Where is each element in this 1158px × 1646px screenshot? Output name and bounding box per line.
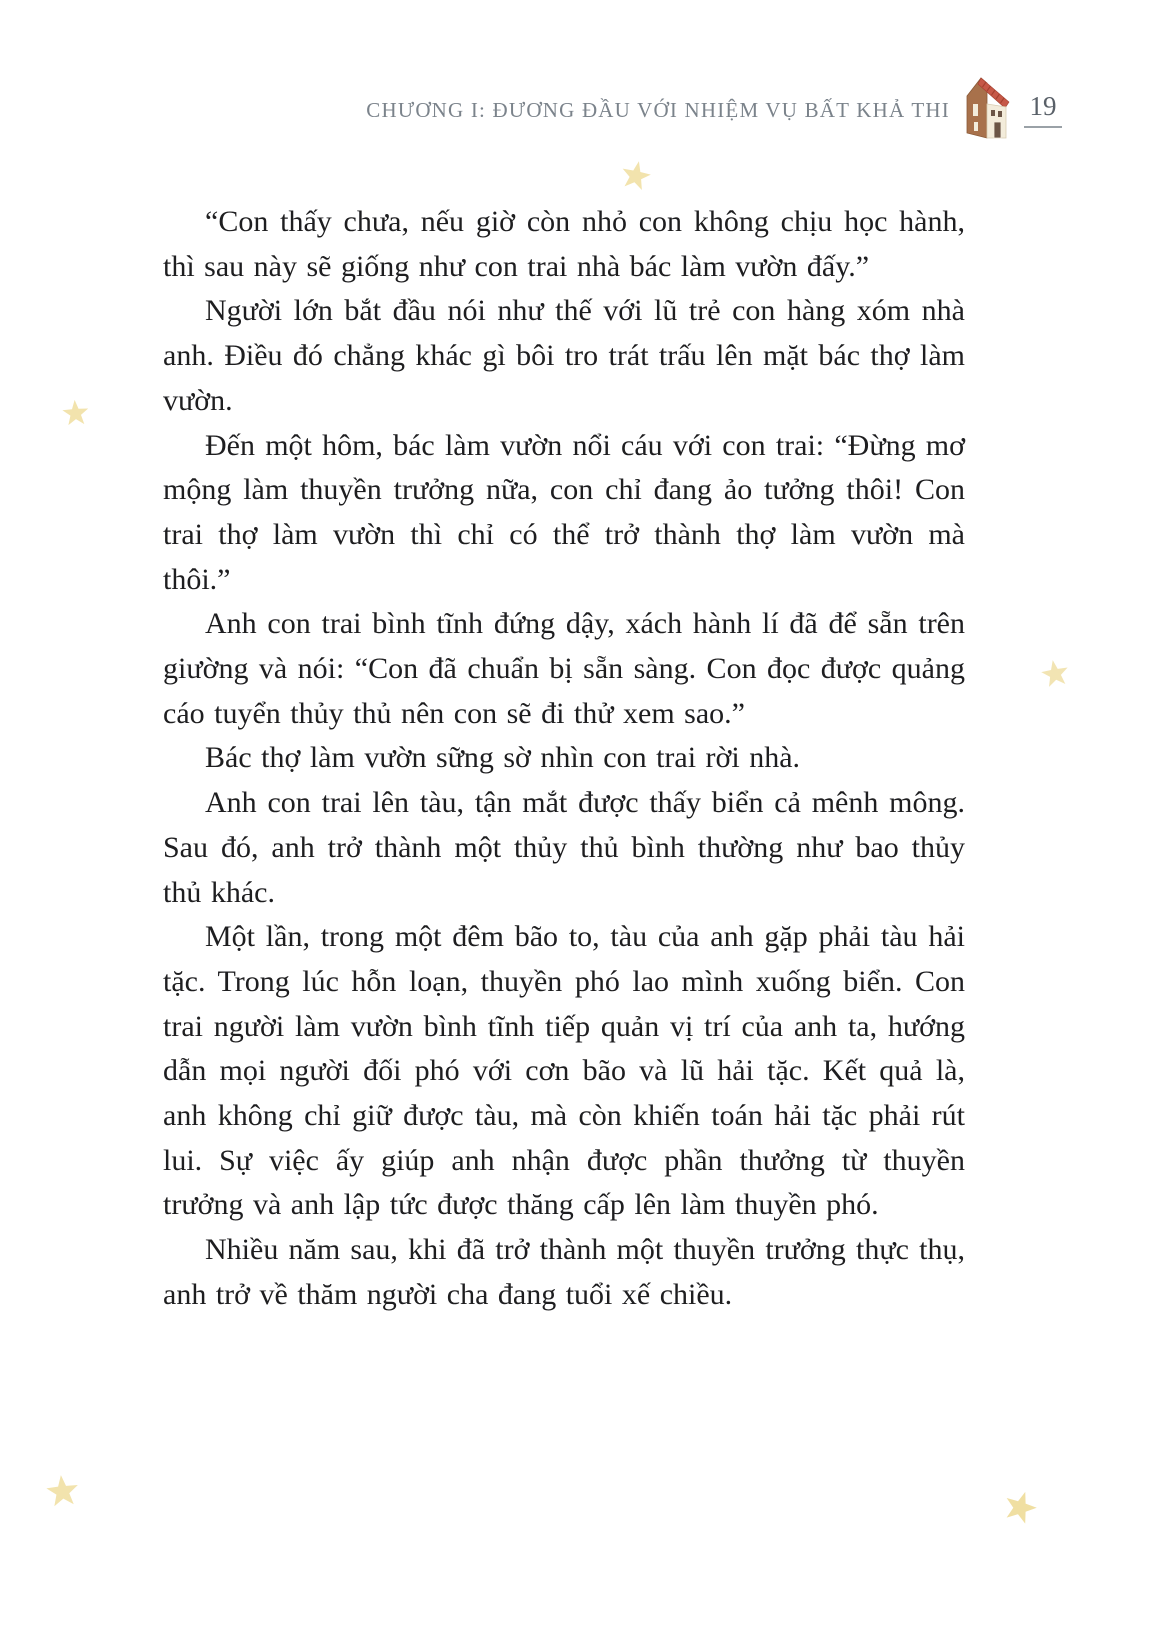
star-icon xyxy=(1039,657,1071,689)
paragraph: Bác thợ làm vườn sững sờ nhìn con trai rời nhà. xyxy=(205,741,801,775)
star-icon xyxy=(1000,1486,1042,1528)
paragraph: Đến một hôm, bác làm vườn nổi cáu với con trai: “Đừng mơ mộng làm thuyền trưởng nữa, con chỉ đang ảo tưởng thôi! Con trai thợ làm vườn thì chỉ có thể trở thành thợ làm vườn mà thôi.” xyxy=(163,428,965,596)
paragraph: Anh con trai bình tĩnh đứng dậy, xách hành lí đã để sẵn trên giường và nói: “Con đã chuẩn bị sẵn sàng. Con đọc được quảng cáo tuyển thủy thủ nên con sẽ đi thử xem sao.” xyxy=(163,607,965,730)
paragraph: Một lần, trong một đêm bão to, tàu của anh gặp phải tàu hải tặc. Trong lúc hỗn loạn, thuyền phó lao mình xuống biển. Con trai người làm vườn bình tĩnh tiếp quản vị trí của anh ta, hướng dẫn mọi người đối phó với cơn bão và lũ hải tặc. Kết quả là, anh không chỉ giữ được tàu, mà còn khiến toán hải tặc phải rút lui. Sự việc ấy giúp anh nhận được phần thưởng từ thuyền trưởng và anh lập tức được thăng cấp lên làm thuyền phó. xyxy=(163,920,965,1222)
page-number: 19 xyxy=(1029,90,1057,121)
star-icon xyxy=(618,157,654,193)
star-icon xyxy=(44,1472,80,1508)
paragraph: “Con thấy chưa, nếu giờ còn nhỏ con không chịu học hành, thì sau này sẽ giống như con trai nhà bác làm vườn đấy.” xyxy=(163,205,965,283)
star-icon xyxy=(61,398,90,427)
paragraph: Nhiều năm sau, khi đã trở thành một thuyền trưởng thực thụ, anh trở về thăm người cha đang tuổi xế chiều. xyxy=(163,1233,965,1311)
paragraph: Anh con trai lên tàu, tận mắt được thấy biển cả mênh mông. Sau đó, anh trở thành một thủy thủ bình thường như bao thủy thủ khác. xyxy=(163,786,965,909)
house-icon xyxy=(964,75,1010,141)
paragraph: Người lớn bắt đầu nói như thế với lũ trẻ con hàng xóm nhà anh. Điều đó chẳng khác gì bôi tro trát trấu lên mặt bác thợ làm vườn. xyxy=(163,294,965,417)
running-header xyxy=(366,72,1062,144)
chapter-title: CHƯƠNG I: ĐƯƠNG ĐẦU VỚI NHIỆM VỤ BẤT KHẢ THI xyxy=(366,97,950,122)
folio xyxy=(1024,90,1062,128)
page-number-underline xyxy=(1024,126,1062,128)
body-text xyxy=(163,200,965,1318)
